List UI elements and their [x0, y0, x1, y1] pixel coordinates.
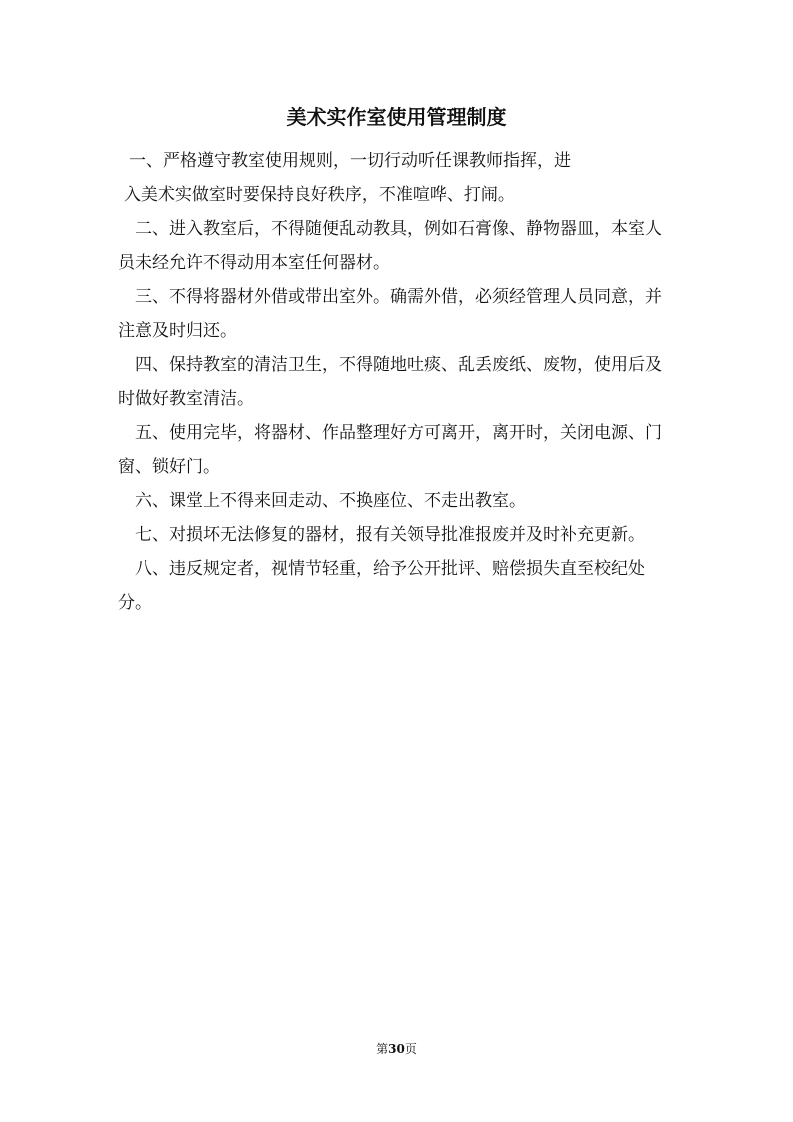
rule-item-6: 六、课堂上不得来回走动、不换座位、不走出教室。: [135, 491, 526, 511]
rule-item-1-line-1: 一、严格遵守教室使用规则，一切行动听任课教师指挥，进: [129, 151, 572, 171]
rule-item-1: [118, 144, 678, 212]
rule-item-1-line-2: 入美术实做室时要保持良好秩序，不准喧哗、打闹。: [123, 185, 515, 205]
rule-item-8: 八、违反规定者，视情节轻重，给予公开批评、赔偿损失直至校纪处分。: [118, 559, 645, 613]
rule-item-2: 二、进入教室后，不得随便乱动教具，例如石膏像、静物器皿，本室人员未经允许不得动用本室任何器材。: [118, 219, 662, 273]
rule-item-5: 五、使用完毕，将器材、作品整理好方可离开，离开时，关闭电源、门窗、锁好门。: [118, 423, 662, 477]
page-number-prefix: 第: [376, 1042, 389, 1056]
page-number: 30: [388, 1042, 405, 1056]
rule-item-4: 四、保持教室的清洁卫生，不得随地吐痰、乱丢废纸、废物，使用后及时做好教室清洁。: [118, 355, 662, 409]
document-title: 美术实作室使用管理制度: [286, 105, 507, 129]
rule-item-7: 七、对损坏无法修复的器材，报有关领导批准报废并及时补充更新。: [135, 525, 645, 545]
page-footer: [0, 1040, 793, 1058]
rules-list: [118, 144, 678, 620]
rule-item-3: 三、不得将器材外借或带出室外。确需外借，必须经管理人员同意，并注意及时归还。: [118, 287, 662, 341]
page-number-suffix: 页: [404, 1042, 417, 1056]
